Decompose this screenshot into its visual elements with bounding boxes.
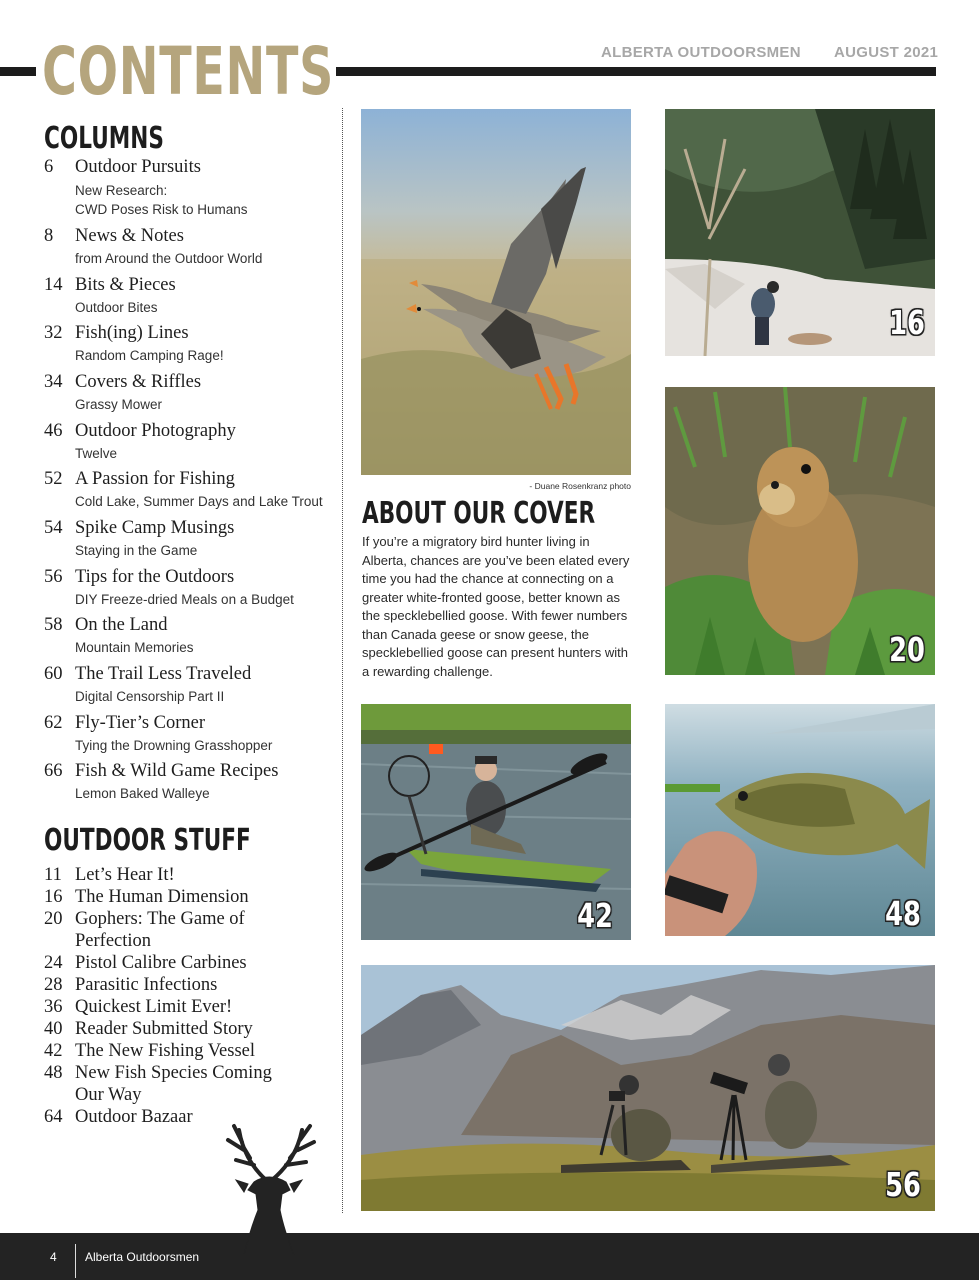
toc-page: 64: [44, 1107, 63, 1127]
toc-page: 66: [44, 761, 63, 781]
toc-subtitle: Outdoor Bites: [75, 300, 158, 315]
toc-page: 28: [44, 975, 63, 995]
toc-title: The Trail Less Traveled: [75, 664, 252, 684]
issue-date: AUGUST 2021: [834, 44, 939, 61]
toc-subtitle: Tying the Drowning Grasshopper: [75, 738, 273, 753]
toc-title: Bits & Pieces: [75, 275, 176, 295]
toc-title: Perfection: [75, 931, 152, 951]
toc-title: Let’s Hear It!: [75, 865, 175, 885]
toc-title: Fish & Wild Game Recipes: [75, 761, 279, 781]
toc-page: 54: [44, 518, 63, 538]
toc-title: Covers & Riffles: [75, 372, 202, 392]
toc-page: 52: [44, 469, 63, 489]
toc-subtitle: CWD Poses Risk to Humans: [75, 202, 248, 217]
toc-title: Outdoor Bazaar: [75, 1107, 193, 1127]
toc-page: 16: [44, 887, 63, 907]
toc-title: Spike Camp Musings: [75, 518, 235, 538]
toc-title: Pistol Calibre Carbines: [75, 953, 247, 973]
toc-title: Fly-Tier’s Corner: [75, 713, 206, 733]
photo-page-number: 16: [889, 303, 925, 342]
toc-page: 60: [44, 664, 63, 684]
toc-page: 40: [44, 1019, 63, 1039]
toc-title: Outdoor Pursuits: [75, 157, 201, 177]
toc-subtitle: Staying in the Game: [75, 543, 198, 558]
photo-page-number: 48: [885, 894, 921, 933]
footer-separator: [75, 1244, 76, 1278]
toc-title: Quickest Limit Ever!: [75, 997, 233, 1017]
toc-page: 32: [44, 323, 63, 343]
toc-title: On the Land: [75, 615, 168, 635]
photo-page-number: 42: [577, 896, 613, 935]
photo-page-number: 20: [889, 630, 925, 669]
column-divider: [342, 108, 343, 1213]
cover-description: If you’re a migratory bird hunter living in Alberta, chances are you’ve been elated every time you had the chance at connecting on a greater white-fronted goose, better known as the specklebellied goose. With fewer numbers than Canada geese or snow geese, the specklebellied goose can present hunters with a rewarding challenge.: [362, 534, 630, 679]
toc-title: The Human Dimension: [75, 887, 249, 907]
toc-title: Tips for the Outdoors: [75, 567, 235, 587]
footer-publication: Alberta Outdoorsmen: [85, 1250, 200, 1264]
toc-page: 11: [44, 865, 62, 885]
header-rule-right: [336, 67, 936, 76]
toc-subtitle: Mountain Memories: [75, 640, 194, 655]
toc-title: Outdoor Photography: [75, 421, 236, 441]
header-rule-left: [0, 67, 36, 76]
toc-page: 56: [44, 567, 63, 587]
toc-page: 14: [44, 275, 63, 295]
toc-subtitle: Digital Censorship Part II: [75, 689, 225, 704]
toc-title: Reader Submitted Story: [75, 1019, 253, 1039]
toc-page: 62: [44, 713, 63, 733]
toc-subtitle: New Research:: [75, 183, 168, 198]
toc-subtitle: Lemon Baked Walleye: [75, 786, 210, 801]
cover-heading: ABOUT OUR COVER: [362, 496, 596, 531]
toc-page: 46: [44, 421, 63, 441]
toc-title: New Fish Species Coming: [75, 1063, 272, 1083]
toc-page: 58: [44, 615, 63, 635]
photo-gopher[interactable]: [665, 387, 935, 675]
toc-subtitle: Grassy Mower: [75, 397, 163, 412]
toc-subtitle: DIY Freeze-dried Meals on a Budget: [75, 592, 294, 607]
photo-credit: - Duane Rosenkranz photo: [529, 481, 631, 491]
toc-page: 34: [44, 372, 63, 392]
toc-title: Gophers: The Game of: [75, 909, 245, 929]
toc-page: 36: [44, 997, 63, 1017]
toc-page: 6: [44, 157, 54, 177]
toc-title: Our Way: [75, 1085, 142, 1105]
toc-subtitle: Cold Lake, Summer Days and Lake Trout: [75, 494, 323, 509]
toc-page: 20: [44, 909, 63, 929]
toc-title: Parasitic Infections: [75, 975, 218, 995]
toc-subtitle: Twelve: [75, 446, 118, 461]
photo-bass[interactable]: [665, 704, 935, 936]
photo-mountain-spotting[interactable]: [361, 965, 935, 1211]
toc-page: 42: [44, 1041, 63, 1061]
cover-photo-geese[interactable]: [361, 109, 631, 475]
outdoor-stuff-heading: OUTDOOR STUFF: [44, 823, 251, 858]
toc-title: A Passion for Fishing: [75, 469, 235, 489]
columns-heading: COLUMNS: [44, 121, 164, 156]
toc-subtitle: from Around the Outdoor World: [75, 251, 263, 266]
deer-silhouette-icon: [214, 1120, 324, 1260]
toc-subtitle: Random Camping Rage!: [75, 348, 224, 363]
magazine-name: ALBERTA OUTDOORSMEN: [601, 44, 801, 61]
page-title: CONTENTS: [42, 33, 335, 110]
toc-title: The New Fishing Vessel: [75, 1041, 256, 1061]
photo-hunter-snow[interactable]: [665, 109, 935, 356]
toc-page: 8: [44, 226, 54, 246]
toc-title: Fish(ing) Lines: [75, 323, 189, 343]
toc-page: 24: [44, 953, 63, 973]
toc-title: News & Notes: [75, 226, 184, 246]
footer-page-number: 4: [50, 1250, 57, 1264]
photo-page-number: 56: [885, 1165, 921, 1204]
toc-page: 48: [44, 1063, 63, 1083]
photo-kayak[interactable]: [361, 704, 631, 940]
